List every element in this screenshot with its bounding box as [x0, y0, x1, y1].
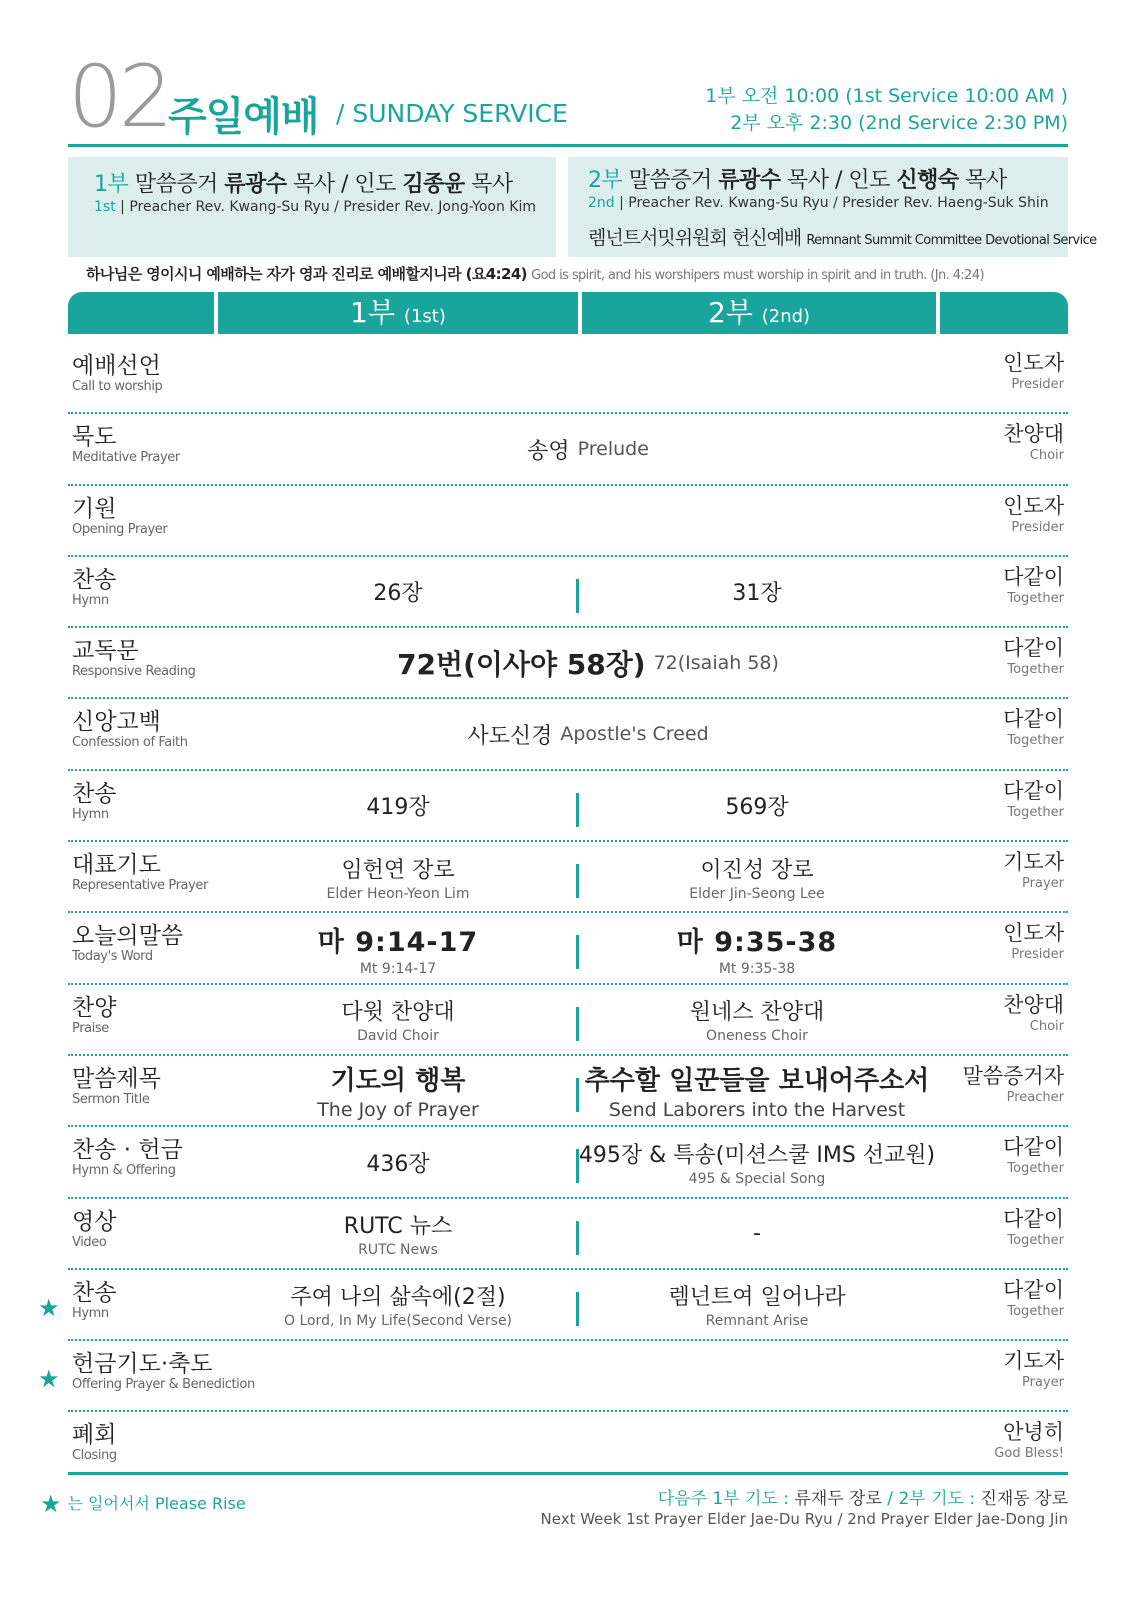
role: 인도자 — [1003, 493, 1064, 518]
role-en: God Bless! — [994, 1446, 1064, 1462]
please-rise-note: ★ 는 일어서서 Please Rise — [40, 1490, 246, 1518]
role-en: Together — [1007, 733, 1064, 749]
shared-content: 송영 Prelude — [527, 438, 649, 464]
table-row — [68, 557, 1068, 628]
second-service-cell: 569장 — [725, 795, 789, 821]
item-title-en: Closing — [72, 1448, 117, 1464]
service-time-1: 1부 오전 10:00 (1st Service 10:00 AM ) — [705, 85, 1068, 107]
shared-content: 사도신경 Apostle's Creed — [467, 723, 709, 749]
role-en: Choir — [1029, 1018, 1064, 1034]
role-en: Together — [1007, 1161, 1064, 1177]
role: 다같이 — [1003, 564, 1064, 589]
item-title: 찬송 · 헌금 — [72, 1137, 183, 1164]
next-week-prayer-en: Next Week 1st Prayer Elder Jae-Du Ryu / 2nd Prayer Elder Jae-Dong Jin — [540, 1510, 1068, 1528]
item-title: 오늘의말씀 — [72, 923, 184, 950]
first-service-cell: 기도의 행복 The Joy of Prayer — [317, 1066, 479, 1122]
role: 찬양대 — [1003, 992, 1064, 1017]
second-service-cell: 이진성 장로 Elder Jin-Seong Lee — [689, 857, 825, 902]
item-title: 말씀제목 — [72, 1065, 161, 1092]
item-title: 대표기도 — [72, 852, 161, 879]
table-row — [68, 985, 1068, 1056]
header-first-service: 1부 (1st) — [218, 292, 578, 334]
service-time-2: 2부 오후 2:30 (2nd Service 2:30 PM) — [730, 112, 1068, 134]
item-title: 찬송 — [72, 566, 117, 593]
second-service-cell: 31장 — [732, 581, 782, 607]
item-title: 예배선언 — [72, 353, 161, 379]
service-times — [705, 83, 1068, 137]
star-icon: ★ — [38, 1365, 60, 1394]
role: 다같이 — [1003, 1135, 1064, 1160]
header-blank-right — [940, 292, 1068, 334]
shared-content: 72번(이사야 58장) 72(Isaiah 58) — [397, 648, 779, 682]
first-service-ko: 1부 말씀증거 류광수 목사 / 인도 김종윤 목사 — [94, 172, 513, 197]
item-title: 영상 — [72, 1208, 117, 1235]
role: 기도자 — [1003, 1349, 1064, 1374]
role: 다같이 — [1003, 1206, 1064, 1231]
first-service-cell: 주여 나의 삶속에(2절) O Lord, In My Life(Second Verse) — [283, 1285, 513, 1330]
second-service-cell: 마 9:35-38 Mt 9:35-38 — [676, 926, 838, 977]
item-title: 신앙고백 — [72, 709, 161, 736]
star-icon: ★ — [40, 1490, 62, 1518]
table-row — [68, 913, 1068, 984]
role-en: Choir — [1029, 448, 1064, 464]
role-en: Preacher — [1006, 1089, 1064, 1105]
item-title: 찬송 — [72, 1279, 117, 1306]
item-title: 헌금기도·축도 — [72, 1351, 213, 1378]
page-header — [68, 47, 1068, 147]
first-service-cell: 임헌연 장로 Elder Heon-Yeon Lim — [326, 857, 470, 902]
item-title-en: Today's Word — [72, 949, 153, 965]
first-service-cell: 26장 — [373, 581, 423, 607]
table-row — [68, 1199, 1068, 1270]
item-title-en: Representative Prayer — [72, 878, 208, 894]
first-service-cell: 419장 — [366, 795, 430, 821]
table-row — [68, 1056, 1068, 1127]
table-row — [68, 628, 1068, 699]
section-number: 02 — [68, 47, 170, 147]
role-en: Together — [1007, 662, 1064, 678]
role: 안녕히 — [1003, 1420, 1064, 1445]
role-en: Together — [1007, 804, 1064, 820]
star-icon: ★ — [38, 1293, 60, 1322]
role: 인도자 — [1003, 921, 1064, 946]
second-service-cell: 추수할 일꾼들을 보내어주소서 Send Laborers into the Harvest — [584, 1066, 930, 1122]
role-en: Together — [1007, 590, 1064, 606]
second-service-ko: 2부 말씀증거 류광수 목사 / 인도 신행숙 목사 — [588, 168, 1007, 193]
second-service-cell: 원네스 찬양대 Oneness Choir — [689, 1000, 825, 1045]
table-header — [68, 292, 1068, 334]
table-row — [38, 1341, 1068, 1412]
item-title-en: Hymn — [72, 592, 109, 608]
item-title-en: Hymn & Offering — [72, 1163, 176, 1179]
item-title-en: Meditative Prayer — [72, 450, 180, 466]
role-en: Presider — [1011, 519, 1064, 535]
item-title-en: Confession of Faith — [72, 735, 188, 751]
role-en: Prayer — [1022, 876, 1064, 892]
second-service-cell: 렘넌트여 일어나라 Remnant Arise — [668, 1285, 846, 1330]
first-service-box — [68, 157, 556, 257]
table-row — [38, 1270, 1068, 1341]
item-title-en: Hymn — [72, 806, 109, 822]
role: 다같이 — [1003, 1277, 1064, 1302]
role: 인도자 — [1003, 351, 1064, 375]
role-en: Together — [1007, 1232, 1064, 1248]
item-title-en: Praise — [72, 1020, 109, 1036]
first-service-cell: 436장 — [366, 1151, 430, 1177]
item-title: 기원 — [72, 495, 117, 522]
second-service-cell: 495장 & 특송(미션스쿨 IMS 선교원) 495 & Special Song — [578, 1142, 936, 1187]
table-row — [68, 842, 1068, 913]
role: 다같이 — [1003, 707, 1064, 732]
role: 기도자 — [1003, 850, 1064, 875]
footer-divider — [68, 1472, 1068, 1475]
second-service-en: 2nd | Preacher Rev. Kwang-Su Ryu / Presider Rev. Haeng-Suk Shin — [588, 195, 1049, 211]
table-row — [68, 1127, 1068, 1198]
role: 찬양대 — [1003, 422, 1064, 447]
item-title-en: Video — [72, 1234, 107, 1250]
table-row — [68, 771, 1068, 842]
item-title-en: Call to worship — [72, 379, 163, 394]
item-title: 묵도 — [72, 424, 117, 451]
table-row — [68, 699, 1068, 770]
item-title-en: Hymn — [72, 1305, 109, 1321]
item-title: 교독문 — [72, 638, 139, 665]
second-service-box — [568, 157, 1097, 257]
item-title: 찬송 — [72, 780, 117, 807]
item-title-en: Responsive Reading — [72, 664, 196, 680]
first-service-cell: 마 9:14-17 Mt 9:14-17 — [317, 926, 479, 977]
title-korean: 주일예배 — [168, 94, 319, 140]
first-service-en: 1st | Preacher Rev. Kwang-Su Ryu / Presider Rev. Jong-Yoon Kim — [94, 199, 536, 215]
table-row — [68, 486, 1068, 557]
table-row — [68, 343, 1068, 414]
role-en: Prayer — [1022, 1375, 1064, 1391]
second-service-cell: - — [753, 1221, 761, 1247]
item-title: 폐회 — [72, 1422, 117, 1449]
item-title-en: Opening Prayer — [72, 521, 168, 537]
title-english: / SUNDAY SERVICE — [336, 99, 568, 128]
table-row — [68, 414, 1068, 485]
role-en: Presider — [1011, 377, 1064, 392]
first-service-cell: RUTC 뉴스 RUTC News — [343, 1214, 453, 1259]
item-title-en: Offering Prayer & Benediction — [72, 1377, 255, 1393]
role: 다같이 — [1003, 778, 1064, 803]
header-blank-left — [68, 292, 214, 334]
item-title-en: Sermon Title — [72, 1091, 150, 1107]
role: 말씀증거자 — [962, 1063, 1064, 1088]
second-service-note: 렘넌트서밋위원회 헌신예배 Remnant Summit Committee Devotional Service — [588, 227, 1097, 249]
next-week-prayer: 다음주 1부 기도 : 류재두 장로 / 2부 기도 : 진재동 장로 — [657, 1489, 1068, 1509]
role-en: Presider — [1011, 947, 1064, 963]
order-of-service — [38, 343, 1068, 1484]
preacher-info — [68, 157, 1097, 257]
role: 다같이 — [1003, 636, 1064, 661]
item-title: 찬양 — [72, 994, 117, 1021]
first-service-cell: 다윗 찬양대 David Choir — [341, 1000, 455, 1045]
bible-verse: 하나님은 영이시니 예배하는 자가 영과 진리로 예배할지니라 (요4:24) God is spirit, and his worshipers must worship in spirit and in truth. (Jn. 4:24) — [86, 265, 984, 283]
role-en: Together — [1007, 1303, 1064, 1319]
header-second-service: 2부 (2nd) — [582, 292, 936, 334]
